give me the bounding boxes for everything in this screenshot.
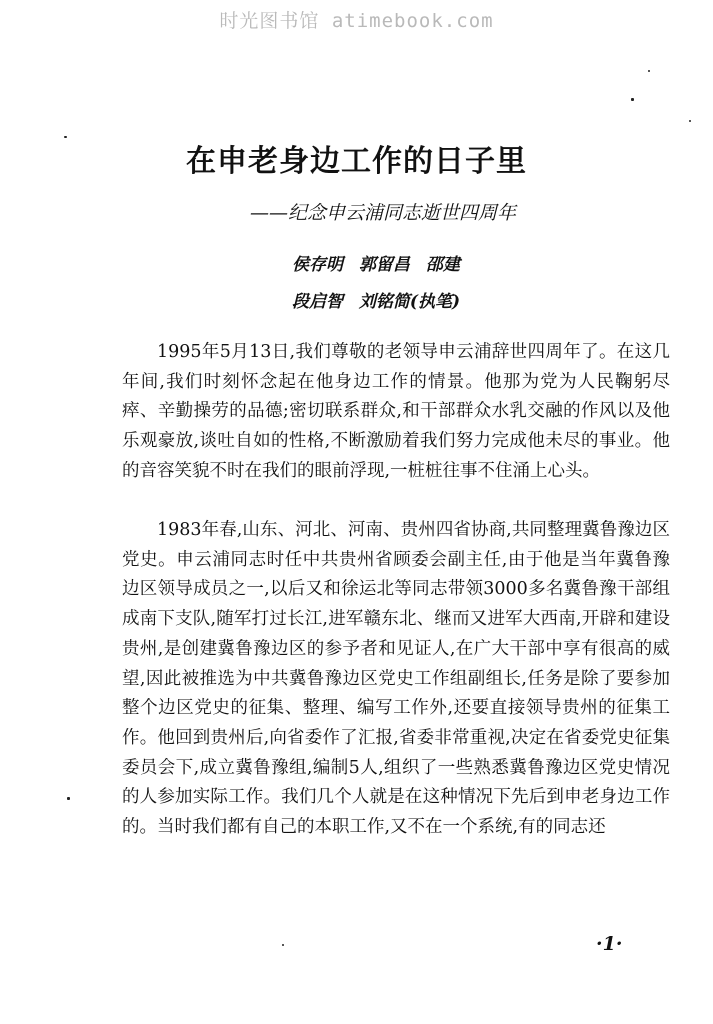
- authors-line-1: 侯存明 郭留昌 邵建: [292, 255, 460, 275]
- article-subtitle: ——纪念申云浦同志逝世四周年: [250, 202, 517, 224]
- body-paragraph: 1995年5月13日,我们尊敬的老领导申云浦辞世四周年了。在这几年间,我们时刻怀念起在他身边工作的情景。他那为党为人民鞠躬尽瘁、辛勤操劳的品德;密切联系群众,和干部群众水乳交融的作风以及他乐观豪放,谈吐自如的性格,不断激励着我们努力完成他未尽的事业。他的音容笑貌不时在我们的眼前浮现,一桩桩往事不住涌上心头。: [122, 342, 670, 481]
- scan-speck: [648, 70, 650, 72]
- page-number: ·1·: [596, 933, 623, 955]
- scan-speck: [689, 120, 691, 122]
- scan-speck: [282, 944, 284, 946]
- scan-speck: [64, 136, 67, 138]
- scan-speck: [67, 797, 70, 800]
- watermark: 时光图书馆 atimebook.com: [219, 10, 494, 32]
- scan-speck: [631, 98, 634, 101]
- article-title: 在申老身边工作的日子里: [186, 144, 527, 179]
- authors-line-2: 段启智 刘铭简(执笔): [292, 292, 461, 312]
- body-paragraph: 1983年春,山东、河北、河南、贵州四省协商,共同整理冀鲁豫边区党史。申云浦同志时任中共贵州省顾委会副主任,由于他是当年冀鲁豫边区领导成员之一,以后又和徐运北等同志带领3000多名冀鲁豫干部组成南下支队,随军打过长江,进军赣东北、继而又进军大西南,开辟和建设贵州,是创建冀鲁豫边区的参予者和见证人,在广大干部中享有很高的威望,因此被推选为中共冀鲁豫边区党史工作组副组长,任务是除了要参加整个边区党史的征集、整理、编写工作外,还要直接领导贵州的征集工作。他回到贵州后,向省委作了汇报,省委非常重视,决定在省委党史征集委员会下,成立冀鲁豫组,编制5人,组织了一些熟悉冀鲁豫边区党史情况的人参加实际工作。我们几个人就是在这种情况下先后到申老身边工作的。当时我们都有自己的本职工作,又不在一个系统,有的同志还: [122, 520, 670, 838]
